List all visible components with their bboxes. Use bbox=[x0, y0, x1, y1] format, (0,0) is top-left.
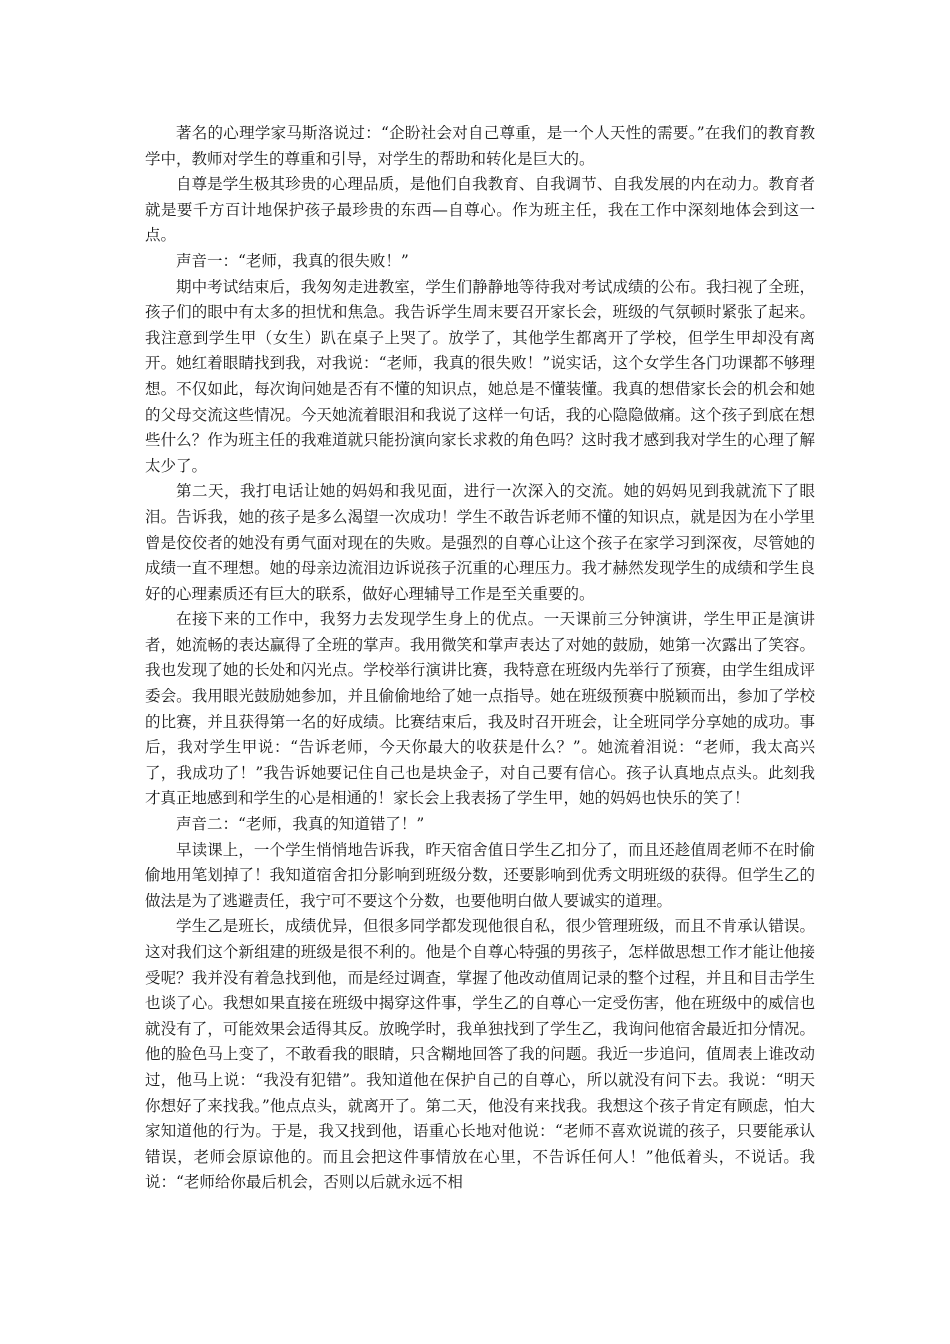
paragraph-class-monitor: 学生乙是班长，成绩优异，但很多同学都发现他很自私，很少管理班级，而且不肯承认错误。这对我们这个新组建的班级是很不利的。他是个自尊心特强的男孩子，怎样做思想工作才能让他接受呢？我并没有着急找到他，而是经过调查，掌握了他改动值周记录的整个过程，并且和目击学生也谈了心。我想如果直接在班级中揭穿这件事，学生乙的自尊心一定受伤害，他在班级中的威信也就没有了，可能效果会适得其反。放晚学时，我单独找到了学生乙，我询问他宿舍最近扣分情况。他的脸色马上变了，不敢看我的眼睛，只含糊地回答了我的问题。我近一步追问，值周表上谁改动过，他马上说：“我没有犯错”。我知道他在保护自己的自尊心，所以就没有问下去。我说：“明天你想好了来找我。”他点点头，就离开了。第二天，他没有来找我。我想这个孩子肯定有顾虑，怕大家知道他的行为。于是，我又找到他，语重心长地对他说：“老师不喜欢说谎的孩子，只要能承认错误，老师会原谅他的。而且会把这件事情放在心里，不告诉任何人！”他低着头，不说话。我说：“老师给你最后机会，否则以后就永远不相 bbox=[145, 917, 815, 1192]
paragraph-intro: 著名的心理学家马斯洛说过：“企盼社会对自己尊重，是一个人天性的需要。”在我们的教育教学中，教师对学生的尊重和引导，对学生的帮助和转化是巨大的。 bbox=[145, 124, 815, 168]
paragraph-midterm: 期中考试结束后，我匆匆走进教室，学生们静静地等待我对考试成绩的公布。我扫视了全班，孩子们的眼中有太多的担忧和焦急。我告诉学生周末要召开家长会，班级的气氛顿时紧张了起来。我注意到学生甲（女生）趴在桌子上哭了。放学了，其他学生都离开了学校，但学生甲却没有离开。她红着眼睛找到我，对我说：“老师，我真的很失败！”说实话，这个女学生各门功课都不够理想。不仅如此，每次询问她是否有不懂的知识点，她总是不懂装懂。我真的想借家长会的机会和她的父母交流这些情况。今天她流着眼泪和我说了这样一句话，我的心隐隐做痛。这个孩子到底在想些什么？作为班主任的我难道就只能扮演向家长求救的角色吗？这时我才感到我对学生的心理了解太少了。 bbox=[145, 277, 815, 475]
paragraph-morning-reading: 早读课上，一个学生悄悄地告诉我，昨天宿舍值日学生乙扣分了，而且还趁值周老师不在时偷偷地用笔划掉了！我知道宿舍扣分影响到班级分数，还要影响到优秀文明班级的获得。但学生乙的做法是为了逃避责任，我宁可不要这个分数，也要他明白做人要诚实的道理。 bbox=[145, 840, 815, 910]
paragraph-speech-contest: 在接下来的工作中，我努力去发现学生身上的优点。一天课前三分钟演讲，学生甲正是演讲者，她流畅的表达赢得了全班的掌声。我用微笑和掌声表达了对她的鼓励，她第一次露出了笑容。我也发现了她的长处和闪光点。学校举行演讲比赛，我特意在班级内先举行了预赛，由学生组成评委会。我用眼光鼓励她参加，并且偷偷地给了她一点指导。她在班级预赛中脱颖而出，参加了学校的比赛，并且获得第一名的好成绩。比赛结束后，我及时召开班会，让全班同学分享她的成功。事后，我对学生甲说：“告诉老师，今天你最大的收获是什么？”。她流着泪说：“老师，我太高兴了，我成功了！”我告诉她要记住自己也是块金子，对自己要有信心。孩子认真地点点头。此刻我才真正地感到和学生的心是相通的！家长会上我表扬了学生甲，她的妈妈也快乐的笑了！ bbox=[145, 610, 815, 808]
paragraph-next-day: 第二天，我打电话让她的妈妈和我见面，进行一次深入的交流。她的妈妈见到我就流下了眼泪。告诉我，她的孩子是多么渴望一次成功！学生不敢告诉老师不懂的知识点，就是因为在小学里曾是佼佼者的她没有勇气面对现在的失败。是强烈的自尊心让这个孩子在家学习到深夜，尽管她的成绩一直不理想。她的母亲边流泪边诉说孩子沉重的心理压力。我才赫然发现学生的成绩和学生良好的心理素质还有巨大的联系，做好心理辅导工作是至关重要的。 bbox=[145, 482, 815, 603]
section-heading-voice-two: 声音二：“老师，我真的知道错了！” bbox=[176, 815, 425, 834]
paragraph-self-esteem: 自尊是学生极其珍贵的心理品质，是他们自我教育、自我调节、自我发展的内在动力。教育者就是要千方百计地保护孩子最珍贵的东西—自尊心。作为班主任，我在工作中深刻地体会到这一点。 bbox=[145, 175, 815, 245]
section-heading-voice-one: 声音一：“老师，我真的很失败！” bbox=[176, 251, 409, 270]
document-page bbox=[145, 121, 815, 1196]
